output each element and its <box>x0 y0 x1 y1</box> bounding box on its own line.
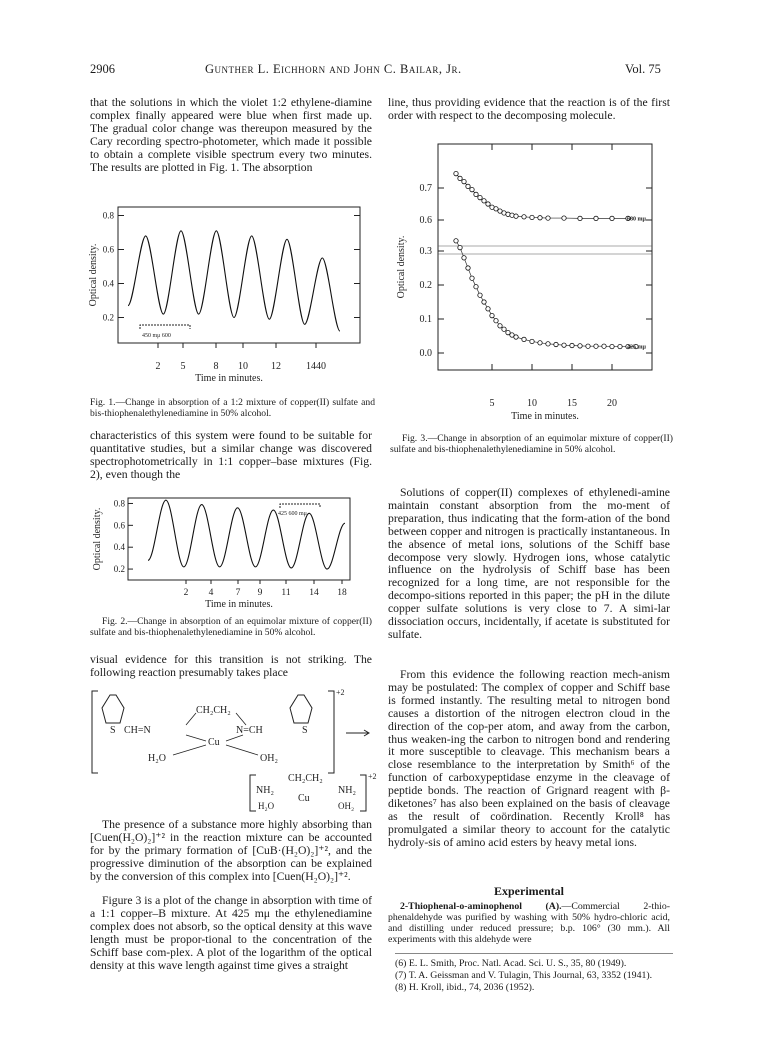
x-axis-label: Time in minutes. <box>511 411 579 422</box>
data-point <box>570 343 574 347</box>
thiophene-ring-left <box>102 695 124 723</box>
data-point <box>538 216 542 220</box>
copper-label: Cu <box>208 737 220 748</box>
data-point <box>546 342 550 346</box>
caption-text: Fig. 1.—Change in absorption of a 1:2 mixture of copper(II) sulfate and bis-thiophenalethylenediamine in 50% alcohol. <box>90 397 375 420</box>
data-point <box>530 215 534 219</box>
charge-label: +2 <box>336 688 345 697</box>
data-point <box>498 324 502 328</box>
y-axis-label: Optical density. <box>88 243 99 307</box>
x-tick-label: 7 <box>235 588 241 598</box>
y-tick-label: 0.0 <box>419 348 432 359</box>
figure-3-caption <box>390 433 673 456</box>
data-point <box>594 344 598 348</box>
left-paragraph-1 <box>90 97 372 174</box>
y-tick-label: 0.2 <box>419 280 432 291</box>
footnote-7: (7) T. A. Geissman and V. Tulagin, This Journal, 63, 3352 (1941). <box>395 970 653 981</box>
running-authors: Gunther L. Eichhorn and John C. Bailar, Jr. <box>205 62 462 76</box>
compound-title: 2-Thiophenal-o-aminophenol (A). <box>400 901 562 912</box>
bond-line <box>236 713 246 725</box>
x-tick-label: 4 <box>208 588 214 598</box>
paragraph-text: characteristics of this system were found to be suitable for quantitative studies, but a similar change was discovered spectrophotometrically in 1:1 copper–base mixtures (Fig. 2), even though the <box>90 429 372 481</box>
experimental-paragraph <box>388 901 670 945</box>
data-point <box>454 239 458 243</box>
data-point <box>470 276 474 280</box>
figure-1 <box>88 195 378 395</box>
x-tick-label: 9 <box>257 588 263 598</box>
data-point <box>562 216 566 220</box>
x-axis-label: Time in minutes. <box>205 599 273 610</box>
data-point <box>546 216 550 220</box>
right-paragraph-2 <box>388 487 670 642</box>
reaction-scheme-drawing <box>88 683 378 813</box>
inset-label: 425 600 mμ <box>278 511 307 517</box>
data-point <box>610 216 614 220</box>
y-tick-label: 0.7 <box>419 183 432 194</box>
figure-3 <box>390 138 680 433</box>
right-paragraph-3 <box>388 669 670 850</box>
paragraph-text: Solutions of copper(II) complexes of ethylenedi-amine maintain constant absorption from the mo-ment of preparation, thus indicating that the form-ation of the bond between copper and nitrogen is practically instantaneous. In the absence of metal ions, solutions of the Schiff base decompose very slowly. Hydrogen ions, whose catalytic influence on the hydrolysis of Schiff base has been recognized for a long time, are not responsible for the decompo-sitions reported in this paper; the pH in the dilute copper sulfate solutions is very close to 7. A simi-lar dissociation occurs, incidentally, if acetate is substituted for sulfate. <box>388 486 670 641</box>
data-point <box>618 344 622 348</box>
bridge-label: CH₂CH₂ <box>196 705 231 716</box>
footnotes <box>395 953 673 994</box>
data-point <box>490 313 494 317</box>
volume-label: Vol. 75 <box>625 62 661 76</box>
bond-line <box>186 713 196 725</box>
data-point <box>478 293 482 297</box>
amine-left: NH₂ <box>256 785 274 796</box>
figure-3-plot <box>390 138 680 433</box>
data-point <box>462 256 466 260</box>
water-left: H₂O <box>148 753 166 764</box>
data-point <box>482 199 486 203</box>
data-point <box>474 192 478 196</box>
series-line <box>128 231 340 331</box>
y-tick-label: 0.3 <box>419 246 432 257</box>
figure-2-caption <box>90 616 372 639</box>
amine-right: NH₂ <box>338 785 356 796</box>
data-point <box>594 216 598 220</box>
figure-1-plot <box>88 195 378 395</box>
page-number: 2906 <box>90 62 115 76</box>
x-axis-label: Time in minutes. <box>195 373 263 384</box>
series-line <box>456 241 636 347</box>
data-point <box>602 344 606 348</box>
figure-2-plot <box>88 490 378 615</box>
figure-1-caption <box>90 397 375 420</box>
y-tick-label: 0.6 <box>113 520 125 531</box>
series-label: 680 mμ <box>627 216 646 223</box>
experimental-heading: Experimental <box>494 884 564 898</box>
data-point <box>586 344 590 348</box>
figure-2 <box>88 490 378 615</box>
paragraph-text: that the solutions in which the violet 1:2 ethylene-diamine complex finally appeared were blue when first made up. The gradual color change was thereupon measured by the Cary recording spectro-photometer, which made it possible to obtain a complete visible spectrum every two minutes. The results are plotted in Fig. 1. The absorption <box>90 96 372 174</box>
y-tick-label: 0.8 <box>113 498 125 509</box>
data-point <box>458 245 462 249</box>
data-point <box>578 216 582 220</box>
y-tick-label: 0.4 <box>113 542 125 553</box>
x-tick-label: 10 <box>527 398 537 409</box>
data-point <box>514 335 518 339</box>
y-tick-label: 0.6 <box>419 215 432 226</box>
wavelength-bracket <box>280 504 320 508</box>
paragraph-text: From this evidence the following reaction mech-anism may be postulated: The complex of copper and Schiff base is formed instantly. The resulting metal to nitrogen bond causes a distortion of the nitrogen electron cloud in the direction of the cop-per atom, and away from the carbon, thus weaken-ing the carbon to nitrogen bond and rendering it more susceptible to cleavage. This mechanism bears a close resemblance to the interpretation by Smith⁶ of the function of carboxypeptidase enzyme in the cleavage of peptide bonds. The reaction of Grignard reagent with β-diketones⁷ has also been explained on the basis of cleavage as the result of coördination. Recently Kroll⁸ has promulgated a similar theory to account for the catalytic hydroly-sis of amino acid esters by heavy metal ions. <box>388 668 670 849</box>
x-tick-label: 5 <box>489 398 495 409</box>
left-paragraph-3 <box>90 654 372 680</box>
x-tick-label: 2 <box>155 361 161 372</box>
bond-line <box>173 745 206 755</box>
x-tick-label: 11 <box>281 588 291 598</box>
water-right: OH₂ <box>260 753 278 764</box>
copper-label-2: Cu <box>298 793 310 804</box>
y-tick-label: 0.6 <box>102 244 114 255</box>
sulfur-left: S <box>110 725 116 736</box>
data-point <box>610 344 614 348</box>
data-point <box>494 319 498 323</box>
bracket-left <box>92 691 98 773</box>
data-point <box>486 202 490 206</box>
y-axis-label: Optical density. <box>92 507 103 571</box>
x-tick-label: 12 <box>271 361 281 372</box>
x-tick-label: 5 <box>180 361 186 372</box>
paragraph-text: Figure 3 is a plot of the change in absorption with time of a 1:1 copper–B mixture. At 425 mμ the ethylenediamine complex does not absorb, so the optical density at this wave length must be propor-tional to the concentration of the Schiff base com-plex. A plot of the logarithm of the optical density at this wave length against time gives a straight <box>90 894 372 972</box>
x-tick-label: 20 <box>607 398 617 409</box>
data-point <box>486 307 490 311</box>
data-point <box>530 339 534 343</box>
caption-text: Fig. 3.—Change in absorption of an equimolar mixture of copper(II) sulfate and bis-thiophenalethylenediamine in 50% alcohol. <box>390 433 673 456</box>
y-tick-label: 0.4 <box>102 278 114 289</box>
data-point <box>502 327 506 331</box>
water-left-2: H₂O <box>258 801 275 811</box>
thiophene-ring-right <box>290 695 312 723</box>
paragraph-text: visual evidence for this transition is not striking. The following reaction presumably takes place <box>90 653 372 679</box>
left-paragraph-5 <box>90 895 372 972</box>
data-point <box>522 215 526 219</box>
right-paragraph-1 <box>388 97 670 123</box>
data-point <box>458 176 462 180</box>
series-label: 425 mμ <box>627 344 646 351</box>
left-paragraph-4 <box>90 819 372 884</box>
footnote-8: (8) H. Kroll, ibid., 74, 2036 (1952). <box>395 982 535 993</box>
footnote-6: (6) E. L. Smith, Proc. Natl. Acad. Sci. U. S., 35, 80 (1949). <box>395 958 627 969</box>
bond-line <box>226 745 258 755</box>
data-point <box>462 179 466 183</box>
x-tick-label: 10 <box>238 361 248 372</box>
caption-text: Fig. 2.—Change in absorption of an equimolar mixture of copper(II) sulfate and bis-thiophenalethylenediamine in 50% alcohol. <box>90 616 372 639</box>
bond-line <box>226 735 243 741</box>
paragraph-text: line, thus providing evidence that the reaction is of the first order with respect to the decomposing molecule. <box>388 96 670 122</box>
data-point <box>466 266 470 270</box>
plot-frame <box>438 144 652 370</box>
sulfur-right: S <box>302 725 308 736</box>
data-point <box>562 343 566 347</box>
x-tick-label: 2 <box>183 588 189 598</box>
x-tick-label: 1440 <box>306 361 326 372</box>
data-point <box>478 195 482 199</box>
data-point <box>454 171 458 175</box>
data-point <box>466 184 470 188</box>
bridge-label-2: CH₂CH₂ <box>288 773 323 784</box>
data-point <box>514 214 518 218</box>
water-right-2: OH₂ <box>338 801 355 811</box>
x-tick-label: 15 <box>567 398 577 409</box>
bracket-right-2 <box>360 775 366 811</box>
bond-line <box>186 735 206 741</box>
data-point <box>538 341 542 345</box>
y-tick-label: 0.2 <box>102 312 114 323</box>
data-point <box>482 300 486 304</box>
x-tick-label: 18 <box>337 588 347 598</box>
data-point <box>470 187 474 191</box>
y-axis-label: Optical density. <box>396 235 407 299</box>
charge-label-2: +2 <box>368 772 377 781</box>
y-tick-label: 0.8 <box>102 210 114 221</box>
bracket-right <box>328 691 334 773</box>
paragraph-text: The presence of a substance more highly absorbing than [Cuen(H₂O)₂]⁺² in the reaction mixture can be accounted for by the primary formation of [CuB·(H₂O)₂]⁺², and the progressive diminution of the absorption can be explained by the conversion of this complex into [Cuen(H₂O)₂]⁺². <box>90 818 372 883</box>
left-paragraph-2 <box>90 430 372 482</box>
data-point <box>474 285 478 289</box>
imine-left: CH=N <box>124 725 151 736</box>
inset-label: 450 mμ 600 <box>142 333 171 339</box>
reaction-scheme <box>88 683 378 813</box>
y-tick-label: 0.1 <box>419 314 432 325</box>
x-tick-label: 14 <box>309 588 319 598</box>
wavelength-bracket <box>140 325 190 329</box>
y-tick-label: 0.2 <box>113 564 125 575</box>
series-line <box>148 500 345 569</box>
experimental-text: —Commercial 2-thio-phenaldehyde was purified by washing with 50% hydro-chloric acid, and distilling under reduced pressure; b.p. 106° (30 mm.). All experiments with this aldehyde were <box>388 901 670 945</box>
data-point <box>554 342 558 346</box>
data-point <box>522 337 526 341</box>
x-tick-label: 8 <box>213 361 219 372</box>
data-point <box>578 344 582 348</box>
imine-right: N=CH <box>236 725 263 736</box>
